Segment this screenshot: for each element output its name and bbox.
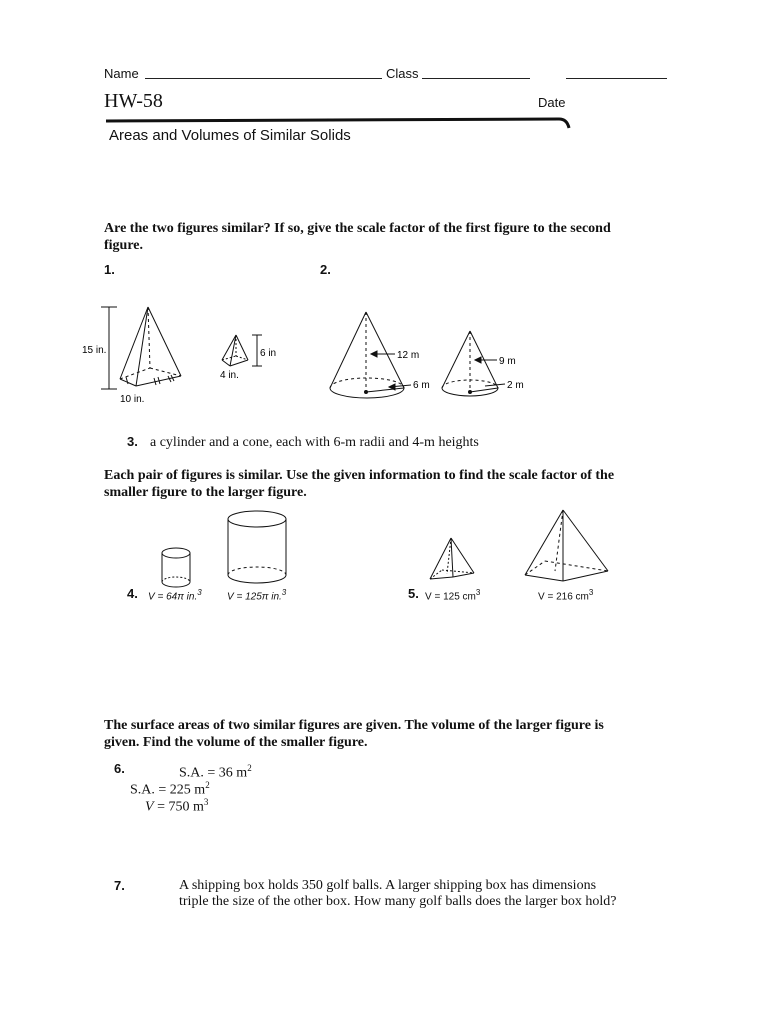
q2-big-height-label: 12 m	[397, 350, 420, 361]
q4-number: 4.	[127, 586, 138, 601]
q5-number: 5.	[408, 586, 419, 601]
q1-big-height-label: 15 in.	[82, 345, 107, 356]
q6-sa-2-text: S.A. = 225 m	[130, 782, 206, 798]
q5-volume-2-exp: 3	[588, 588, 594, 597]
q6-number: 6.	[114, 761, 125, 776]
q5-volume-2	[538, 588, 593, 602]
q2-number: 2.	[320, 262, 331, 277]
class-blank[interactable]	[422, 78, 530, 79]
q6-volume-text: = 750 m	[153, 799, 204, 815]
q3-number: 3.	[127, 434, 138, 449]
q4-volume-1	[148, 588, 202, 602]
date-label: Date	[538, 95, 566, 110]
q5-pyramids-figure	[425, 507, 615, 585]
class-label: Class	[386, 66, 419, 81]
q1-small-height-label: 6 in	[260, 348, 277, 359]
q5-volume-1-text: V = 125 cm	[425, 591, 476, 603]
q4-volume-2-exp: 3	[281, 588, 287, 597]
date-blank[interactable]	[566, 78, 667, 79]
q6-volume	[145, 794, 208, 816]
hw-title: HW-58	[104, 90, 163, 112]
q1-small-base-label: 4 in.	[220, 370, 239, 381]
q4-cylinders-figure	[158, 508, 298, 592]
q1-number: 1.	[104, 262, 115, 277]
q4-volume-2-text: V = 125π in.	[227, 591, 282, 603]
q7-line-1: A shipping box holds 350 golf balls. A larger shipping box has dimensions	[179, 878, 597, 893]
q1-big-base-label: 10 in.	[120, 394, 145, 405]
page-title: Areas and Volumes of Similar Solids	[109, 127, 351, 144]
q6-volume-var: V	[145, 799, 154, 815]
q4-volume-1-text: V = 64π in.	[148, 591, 198, 603]
q7-line-2: triple the size of the other box. How many golf balls does the larger box hold?	[179, 894, 617, 909]
q6-sa-1-exp: 2	[247, 763, 252, 773]
q6-sa-1-text: S.A. = 36 m	[179, 765, 248, 781]
q5-volume-2-text: V = 216 cm	[538, 591, 589, 603]
section1-instruction: Are the two figures similar? If so, give the scale factor of the first figure to the second figure.	[104, 221, 611, 253]
q5-volume-1	[425, 588, 480, 602]
section3-instruction: The surface areas of two similar figures are given. The volume of the larger figure is given. Find the volume of the smaller figure.	[104, 718, 604, 750]
q6-sa-2-exp: 2	[205, 780, 210, 790]
section2-instruction: Each pair of figures is similar. Use the given information to find the scale factor of the smaller figure to the larger figure.	[104, 468, 615, 500]
q2-big-radius-label: 6 m	[413, 380, 430, 391]
q4-volume-2	[227, 588, 286, 602]
name-blank[interactable]	[145, 78, 382, 79]
q2-cones-figure	[325, 308, 530, 408]
q6-volume-exp: 3	[203, 797, 209, 807]
q2-small-height-label: 9 m	[499, 356, 516, 367]
q3-text: a cylinder and a cone, each with 6-m radii and 4-m heights	[150, 435, 479, 450]
q2-small-radius-label: 2 m	[507, 380, 524, 391]
q7-number: 7.	[114, 878, 125, 893]
name-label: Name	[104, 66, 139, 81]
q5-volume-1-exp: 3	[475, 588, 481, 597]
q4-volume-1-exp: 3	[197, 588, 202, 597]
q1-pyramids-figure	[78, 298, 293, 408]
